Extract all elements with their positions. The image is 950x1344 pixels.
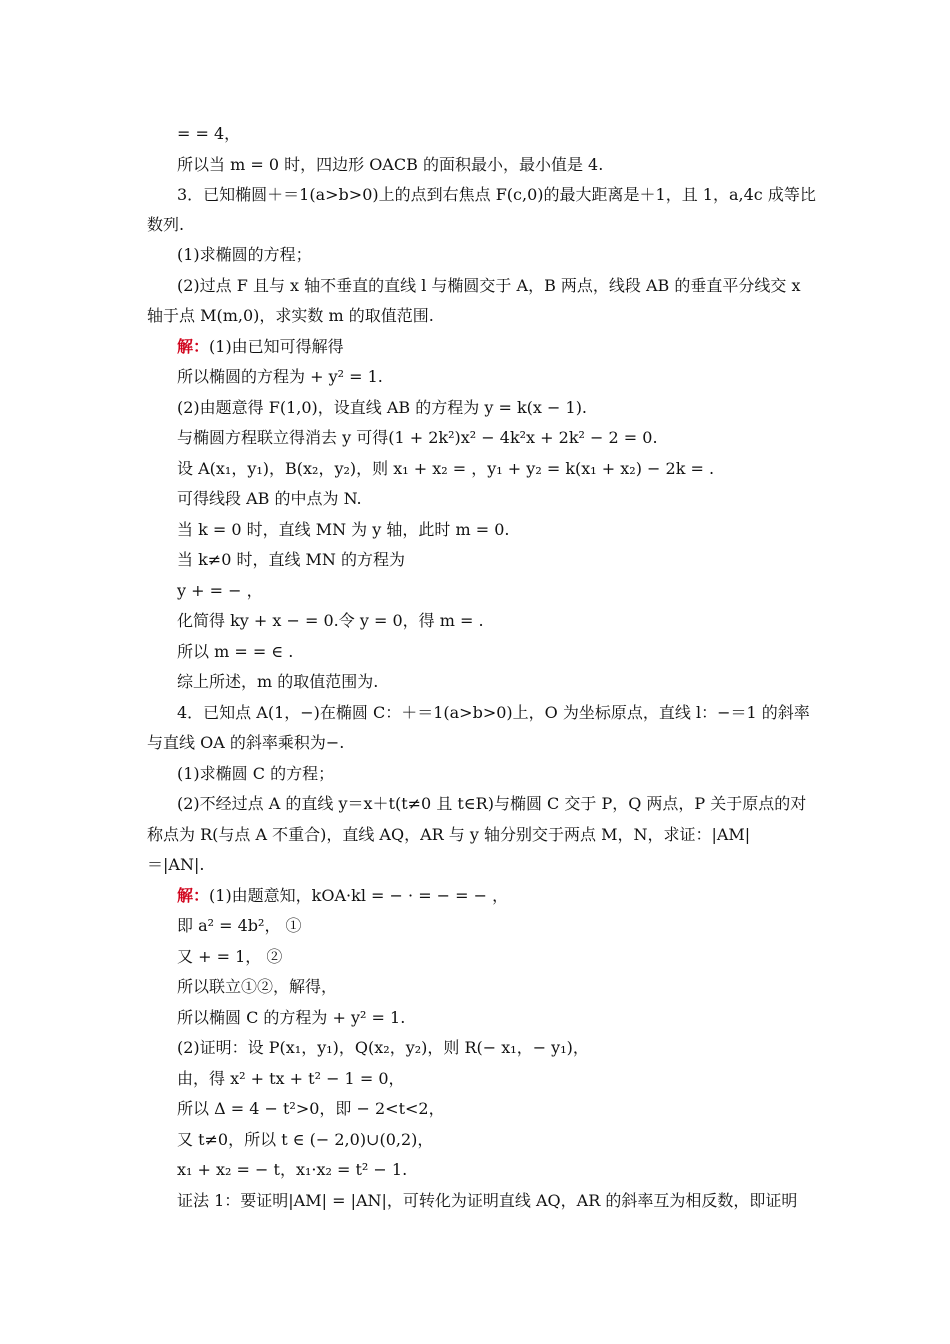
line-text: 4．已知点 A(1，−)在椭圆 C：＋＝1(a>b>0)上，O 为坐标原点，直线 l：−＝1 的斜率 (177, 703, 810, 722)
text-line (177, 642, 293, 664)
line-text: 又 t≠0，所以 t ∈ (− 2,0)∪(0,2)， (177, 1130, 434, 1149)
line-text: y + = − ， (177, 581, 263, 600)
line-text: 综上所述，m 的取值范围为. (177, 672, 379, 691)
text-line (177, 337, 344, 359)
text-line (147, 306, 434, 328)
text-line (177, 611, 484, 633)
text-line (177, 550, 405, 572)
text-line (177, 367, 383, 389)
text-line (177, 977, 337, 999)
text-line (177, 794, 806, 816)
text-line (177, 1099, 445, 1121)
line-text: ＝|AN|. (147, 855, 205, 874)
line-text: 所以当 m = 0 时，四边形 OACB 的面积最小，最小值是 4. (177, 155, 604, 174)
text-line (147, 825, 750, 847)
line-text: 3．已知椭圆＋＝1(a>b>0)上的点到右焦点 F(c,0)的最大距离是＋1，且 1，a,4c 成等比 (177, 185, 816, 204)
line-text: 又 + = 1， ② (177, 947, 283, 966)
text-line (177, 124, 240, 146)
line-text: (1)求椭圆 C 的方程； (177, 764, 335, 783)
line-text: (2)过点 F 且与 x 轴不垂直的直线 l 与椭圆交于 A，B 两点，线段 AB 的垂直平分线交 x (177, 276, 801, 295)
text-line (177, 1130, 433, 1152)
text-line (177, 276, 801, 298)
text-line (147, 733, 344, 755)
line-text: 当 k = 0 时，直线 MN 为 y 轴，此时 m = 0. (177, 520, 510, 539)
text-line (177, 886, 508, 908)
line-text: (1)由题意知，kOA·kl = − · = − = − ， (209, 886, 509, 905)
line-text: 与椭圆方程联立得消去 y 可得(1 + 2k²)x² − 4k²x + 2k² − 2 = 0. (177, 428, 658, 447)
text-line (177, 581, 263, 603)
line-text: 可得线段 AB 的中点为 N. (177, 489, 362, 508)
text-line (177, 245, 312, 267)
solution-label: 解： (177, 337, 210, 356)
text-line (177, 459, 714, 481)
line-text: (2)不经过点 A 的直线 y＝x＋t(t≠0 且 t∈R)与椭圆 C 交于 P，Q 两点，P 关于原点的对 (177, 794, 807, 813)
text-line (177, 398, 587, 420)
text-line (177, 1191, 797, 1213)
line-text: 设 A(x₁，y₁)，B(x₂，y₂)，则 x₁ + x₂ = ，y₁ + y₂ = k(x₁ + x₂) − 2k = . (177, 459, 715, 478)
text-line (177, 672, 378, 694)
line-text: 所以椭圆的方程为 + y² = 1. (177, 367, 383, 386)
text-line (177, 1069, 405, 1091)
text-line (147, 215, 184, 237)
text-line (177, 428, 658, 450)
line-text: 当 k≠0 时，直线 MN 的方程为 (177, 550, 406, 569)
line-text: (2)证明：设 P(x₁，y₁)，Q(x₂，y₂)，则 R(− x₁，− y₁)， (177, 1038, 589, 1057)
text-line (177, 947, 282, 969)
text-line (177, 1008, 405, 1030)
line-text: 轴于点 M(m,0)，求实数 m 的取值范围. (147, 306, 434, 325)
line-text: 与直线 OA 的斜率乘积为−. (147, 733, 345, 752)
text-line (177, 1160, 407, 1182)
text-line (177, 916, 302, 938)
line-text: (1)由已知可得解得 (209, 337, 344, 356)
line-text: 称点为 R(与点 A 不重合)，直线 AQ，AR 与 y 轴分别交于两点 M，N，求证：|AM| (147, 825, 751, 844)
line-text: 所以 m = = ∈ . (177, 642, 294, 661)
line-text: 证法 1：要证明|AM| = |AN|，可转化为证明直线 AQ，AR 的斜率互为相反数，即证明 (177, 1191, 798, 1210)
text-line (177, 1038, 589, 1060)
line-text: 所以联立①②，解得， (177, 977, 338, 996)
line-text: (1)求椭圆的方程； (177, 245, 312, 264)
line-text: 即 a² = 4b²， ① (177, 916, 302, 935)
line-text: 化简得 ky + x − = 0.令 y = 0，得 m = . (177, 611, 484, 630)
text-line (177, 703, 810, 725)
text-line (177, 155, 603, 177)
text-line (177, 185, 816, 207)
text-line (177, 520, 510, 542)
solution-label: 解： (177, 886, 210, 905)
text-line (147, 855, 204, 877)
line-text: 所以椭圆 C 的方程为 + y² = 1. (177, 1008, 406, 1027)
line-text: (2)由题意得 F(1,0)，设直线 AB 的方程为 y = k(x − 1). (177, 398, 588, 417)
line-text: = = 4， (177, 124, 241, 143)
text-line (177, 489, 362, 511)
line-text: 由，得 x² + tx + t² − 1 = 0， (177, 1069, 405, 1088)
line-text: 所以 Δ = 4 − t²>0，即 − 2<t<2， (177, 1099, 445, 1118)
line-text: 数列. (147, 215, 185, 234)
line-text: x₁ + x₂ = − t，x₁·x₂ = t² − 1. (177, 1160, 408, 1179)
text-line (177, 764, 334, 786)
